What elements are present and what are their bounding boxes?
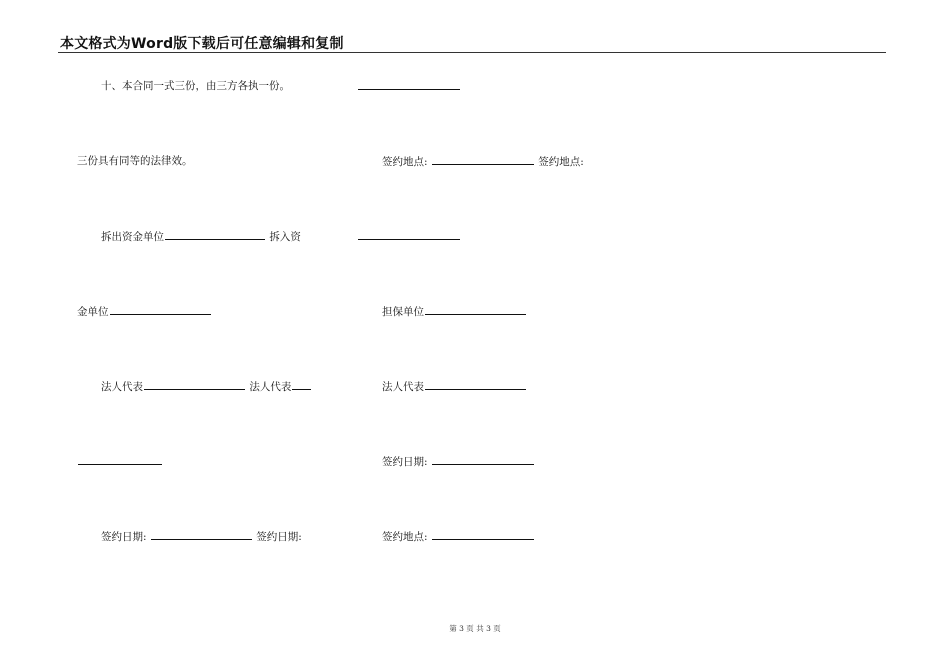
- signing-date-blank-2: [151, 529, 252, 540]
- borrower-unit-label-end: 金单位: [77, 306, 109, 318]
- borrower-unit-blank: [358, 229, 460, 240]
- signing-place-row-2: [382, 529, 535, 544]
- blank-line: [357, 79, 461, 94]
- signing-place-blank-2: [432, 529, 534, 540]
- signing-place-label-3: 签约地点:: [382, 531, 428, 543]
- signing-date-row-2: [101, 529, 302, 544]
- borrower-unit-label-start: 拆入资: [269, 231, 301, 243]
- lender-unit-row: [101, 229, 301, 244]
- legal-rep-blank: [144, 379, 245, 390]
- clause-ten-label: 十、本合同一式三份，由三方各执一份。: [101, 80, 290, 92]
- borrower-unit-row: [77, 304, 212, 319]
- signing-place-label: 签约地点:: [382, 156, 428, 168]
- borrower-unit-name-blank: [110, 304, 211, 315]
- signing-date-label-2: 签约日期:: [101, 531, 147, 543]
- signing-date-label: 签约日期:: [382, 456, 428, 468]
- legal-rep-label-3: 法人代表: [382, 381, 424, 393]
- signing-place-blank: [432, 154, 534, 165]
- legal-rep-row: [101, 379, 312, 394]
- lender-unit-blank: [165, 229, 265, 240]
- equal-effect-text: [77, 154, 193, 168]
- legal-rep-blank-2: [292, 379, 311, 390]
- legal-rep-label: 法人代表: [101, 381, 143, 393]
- lender-unit-label: 拆出资金单位: [101, 231, 164, 243]
- header-title: 本文格式为Word版下载后可任意编辑和复制: [60, 36, 344, 52]
- signing-date-label-3: 签约日期:: [256, 531, 302, 543]
- equal-effect-label: 三份具有同等的法律效。: [77, 155, 193, 167]
- blank-line: [77, 454, 163, 469]
- signing-place-row: [382, 154, 584, 169]
- guarantor-unit-blank: [425, 304, 526, 315]
- guarantor-unit-row: [382, 304, 527, 319]
- legal-rep-blank-continued: [78, 454, 162, 465]
- clause-ten-text: [101, 79, 290, 93]
- guarantor-unit-label: 担保单位: [382, 306, 424, 318]
- page-number: 第 3 页 共 3 页: [449, 624, 501, 633]
- header-divider: [58, 52, 886, 53]
- legal-rep-label-2: 法人代表: [249, 381, 292, 393]
- legal-rep-blank-3: [425, 379, 526, 390]
- signing-place-label-2: 签约地点:: [538, 156, 584, 168]
- blank-line: [357, 229, 461, 244]
- signature-blank: [358, 79, 460, 90]
- signing-date-row: [382, 454, 535, 469]
- signing-date-blank: [432, 454, 534, 465]
- legal-rep-row-right: [382, 379, 527, 394]
